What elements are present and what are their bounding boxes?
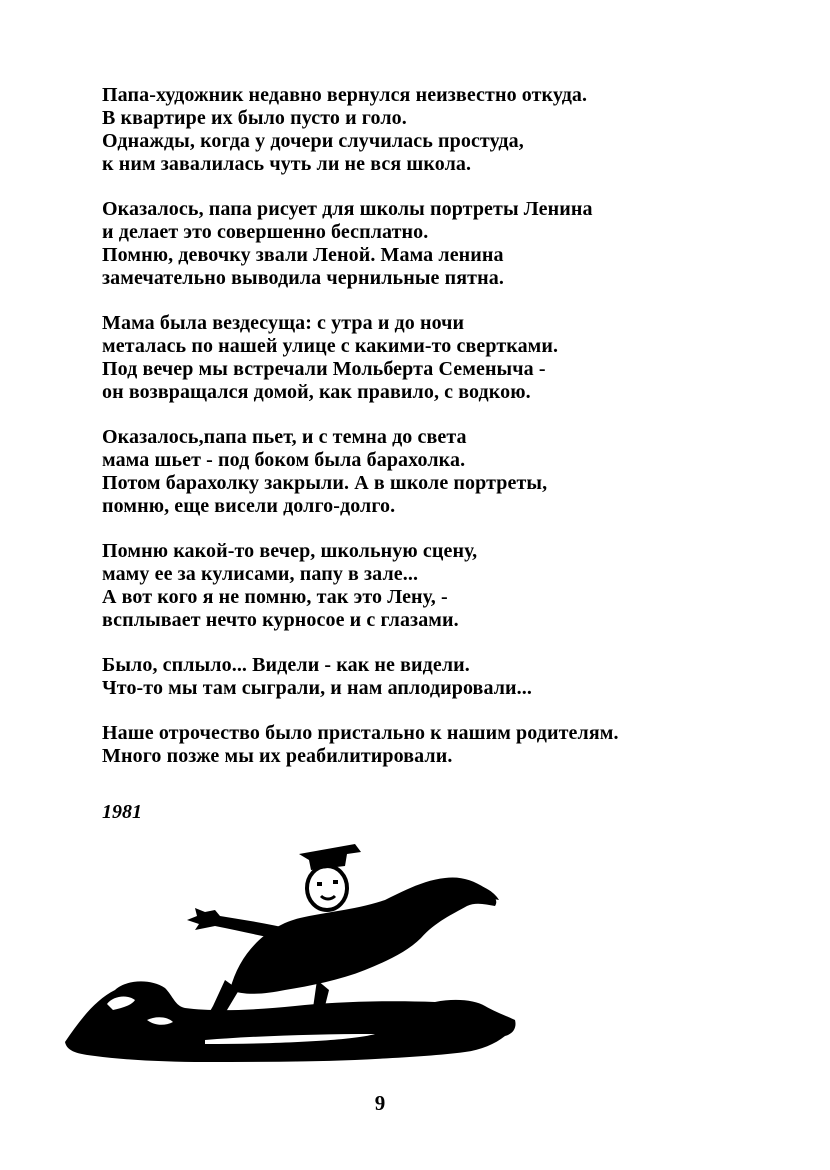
stanza-4: [102, 426, 782, 518]
poem-line: замечательно выводила чернильные пятна.: [102, 267, 504, 289]
stanza-1: [102, 84, 782, 176]
standing-figure-arm: [187, 908, 295, 942]
poem-line: Много позже мы их реабилитировали.: [102, 745, 453, 767]
lying-figure: [65, 981, 516, 1062]
poem-line: Наше отрочество было пристально к нашим родителям.: [102, 722, 619, 744]
poem-line: всплывает нечто курносое и с глазами.: [102, 609, 459, 631]
poem-line: он возвращался домой, как правило, с водкою.: [102, 381, 531, 403]
ink-illustration: [55, 830, 525, 1080]
poem-line: и делает это совершенно бесплатно.: [102, 221, 429, 243]
poem-line: Оказалось,папа пьет, и с темна до света: [102, 426, 467, 448]
poem-line: Под вечер мы встречали Мольберта Семеныча -: [102, 358, 546, 380]
poem-line: маму ее за кулисами, папу в зале...: [102, 563, 419, 585]
poem-line: Потом барахолку закрыли. А в школе портреты,: [102, 472, 548, 494]
poem-line: металась по нашей улице с какими-то свертками.: [102, 335, 559, 357]
poem-year: 1981: [102, 801, 142, 823]
stanza-6: [102, 654, 782, 700]
poem-line: Папа-художник недавно вернулся неизвестно откуда.: [102, 84, 588, 106]
stanza-2: [102, 198, 782, 290]
stanza-3: [102, 312, 782, 404]
poem-line: В квартире их было пусто и голо.: [102, 107, 407, 129]
poem-line: к ним завалилась чуть ли не вся школа.: [102, 153, 472, 175]
stanza-5: [102, 540, 782, 632]
stanza-7: [102, 722, 782, 768]
poem-line: Однажды, когда у дочери случилась простуда,: [102, 130, 524, 152]
poem-line: А вот кого я не помню, так это Лену, -: [102, 586, 448, 608]
poem-line: Оказалось, папа рисует для школы портреты Ленина: [102, 198, 593, 220]
poem-line: мама шьет - под боком была барахолка.: [102, 449, 466, 471]
standing-figure-head: [307, 866, 347, 910]
poem-line: Что-то мы там сыграли, и нам аплодировали...: [102, 677, 532, 699]
poem: [102, 84, 782, 790]
poem-line: помню, еще висели долго-долго.: [102, 495, 396, 517]
poem-line: Помню, девочку звали Леной. Мама ленина: [102, 244, 504, 266]
poem-line: Мама была вездесуща: с утра и до ночи: [102, 312, 465, 334]
poem-line: Помню какой-то вечер, школьную сцену,: [102, 540, 478, 562]
poem-line: Было, сплыло... Видели - как не видели.: [102, 654, 470, 676]
standing-figure-hat: [299, 844, 361, 870]
page-number: 9: [374, 1091, 386, 1115]
